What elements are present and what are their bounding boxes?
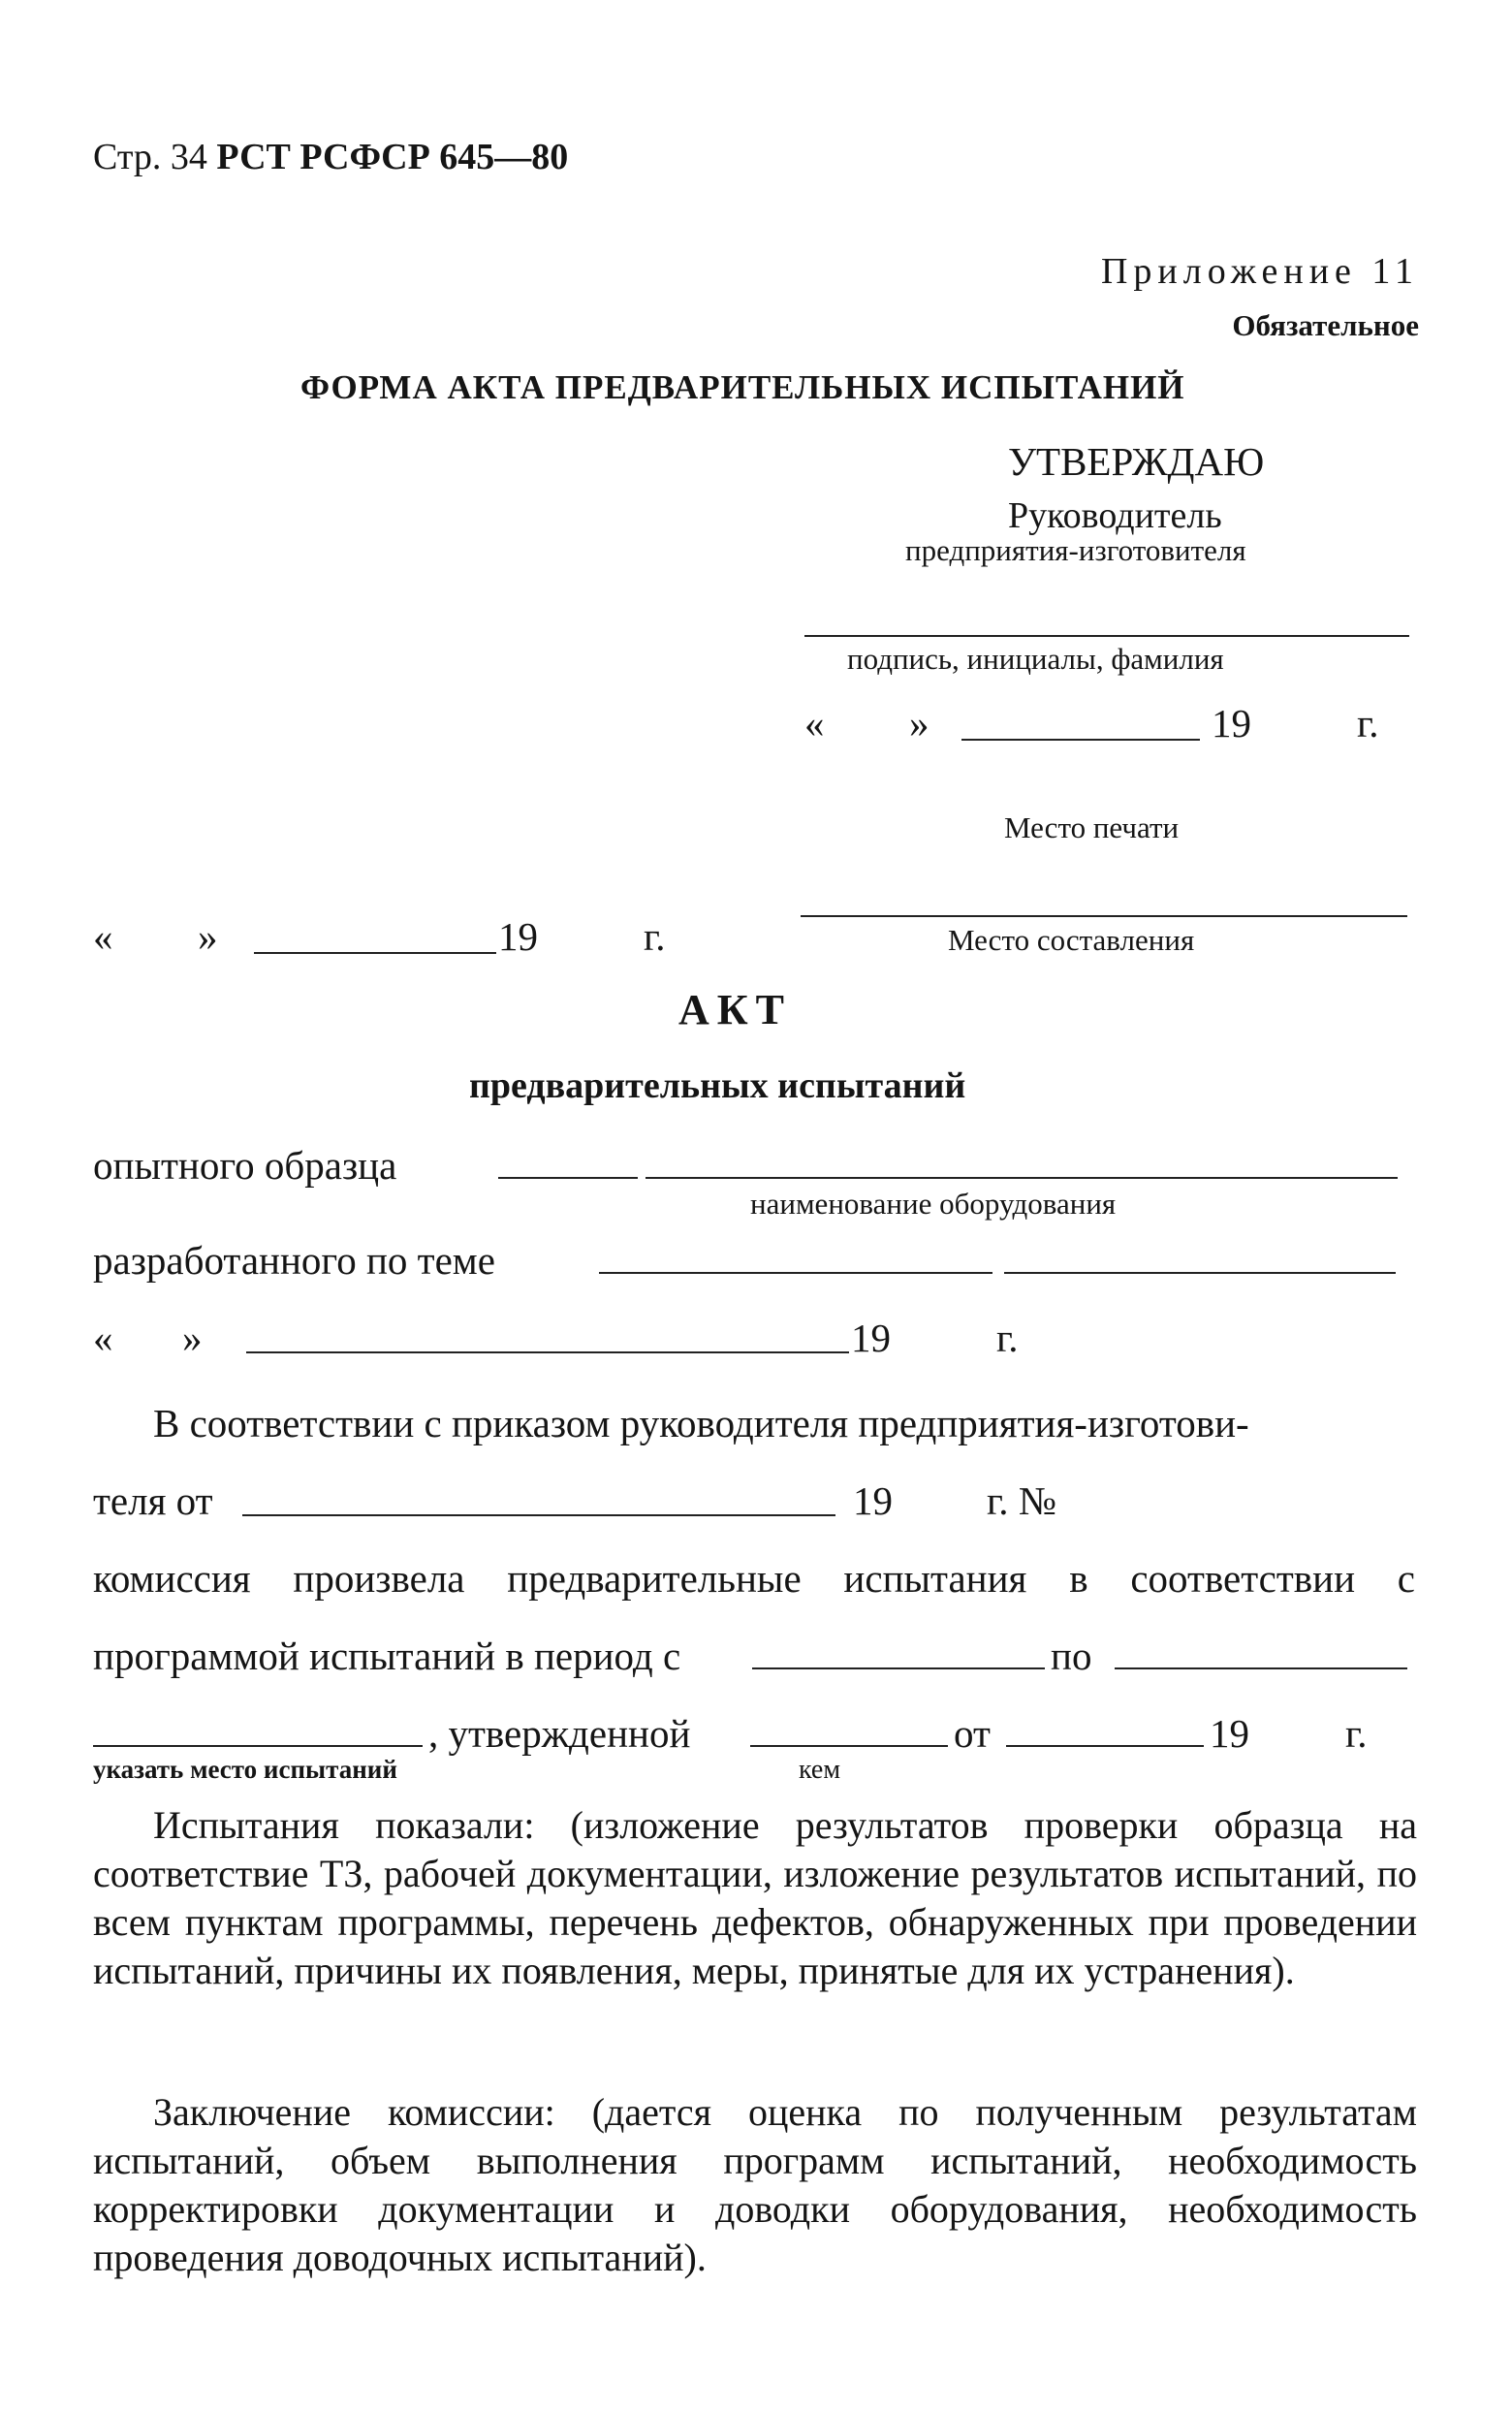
place-date-suffix: г. — [644, 914, 666, 959]
equipment-caption: наименование оборудования — [750, 1187, 1117, 1221]
act-subtitle: предварительных испытаний — [469, 1065, 966, 1106]
order-date-line — [242, 1514, 835, 1516]
order-number-suffix: г. № — [987, 1478, 1056, 1523]
approver-role-line1: Руководитель — [1008, 495, 1222, 536]
seal-place: Место печати — [1004, 810, 1180, 844]
place-date-open-quote: « — [93, 914, 113, 959]
topic-label: разработанного по теме — [93, 1238, 495, 1283]
topic-line-a — [599, 1272, 992, 1274]
approval-date-open-quote: « — [804, 701, 825, 746]
signature-caption: подпись, инициалы, фамилия — [847, 642, 1224, 676]
appendix-status: Обязательное — [1232, 308, 1419, 342]
approved-from-label: от — [954, 1711, 991, 1756]
results-text: Испытания показали: (изложение результатов проверки образца на соответствие ТЗ, рабочей документации, изложение результатов испытаний, по всем пунктам программы, перечень дефектов, обнаруженных при проведении испытаний, причины их появления, меры, принятые для их устранения). — [93, 1803, 1417, 1992]
period-prefix: программой испытаний в период с — [93, 1634, 681, 1678]
topic-date-open-quote: « — [93, 1316, 113, 1360]
approval-date-month-line — [961, 739, 1200, 741]
period-to: по — [1051, 1634, 1092, 1678]
signature-line — [804, 635, 1409, 637]
results-paragraph — [93, 1801, 1417, 1995]
period-from-line — [752, 1667, 1045, 1669]
page-header — [93, 136, 568, 178]
commission-line: комиссия произвела предварительные испытания в соответствии с — [93, 1556, 1415, 1601]
approved-date-suffix: г. — [1345, 1711, 1368, 1756]
approver-role-line2: предприятия-изготовителя — [905, 533, 1246, 567]
approved-date-line — [1006, 1745, 1204, 1747]
standard-code: РСТ РСФСР 645—80 — [216, 137, 569, 177]
topic-date-year: 19 — [851, 1316, 891, 1360]
prototype-line-b — [646, 1177, 1398, 1179]
topic-line-b — [1004, 1272, 1396, 1274]
place-date-month-line — [254, 952, 496, 954]
approved-date-year: 19 — [1210, 1711, 1249, 1756]
order-date-year: 19 — [853, 1478, 893, 1523]
prototype-line-a — [498, 1177, 638, 1179]
act-title: АКТ — [678, 986, 793, 1033]
page-number: Стр. 34 — [93, 137, 207, 177]
place-date-year: 19 — [498, 914, 538, 959]
appendix-label: Приложение 11 — [1100, 251, 1419, 292]
form-title: ФОРМА АКТА ПРЕДВАРИТЕЛЬНЫХ ИСПЫТАНИЙ — [300, 368, 1185, 406]
approval-date-close-quote: » — [909, 701, 929, 746]
approved-by-caption: кем — [799, 1755, 841, 1785]
test-place-caption: указать место испытаний — [93, 1755, 397, 1784]
approval-date-suffix: г. — [1357, 701, 1379, 746]
approval-date-year: 19 — [1212, 701, 1251, 746]
order-date-prefix: теля от — [93, 1478, 213, 1523]
test-place-line — [93, 1745, 423, 1747]
period-to-line — [1115, 1667, 1407, 1669]
prototype-label: опытного образца — [93, 1143, 397, 1188]
place-date-close-quote: » — [198, 914, 218, 959]
conclusion-paragraph — [93, 2088, 1417, 2282]
place-line — [801, 915, 1407, 917]
conclusion-text: Заключение комиссии: (дается оценка по полученным результатам испытаний, объем выполнения программ испытаний, необходимость корректировки документации и доводки оборудования, необходимость проведения доводочных испытаний). — [93, 2090, 1417, 2279]
topic-date-suffix: г. — [996, 1316, 1019, 1360]
approved-by-line — [750, 1745, 948, 1747]
order-line: В соответствии с приказом руководителя предприятия-изготови- — [153, 1401, 1249, 1445]
approved-by-label: , утвержденной — [428, 1711, 691, 1756]
place-caption: Место составления — [948, 923, 1195, 957]
approve-heading: УТВЕРЖДАЮ — [1008, 439, 1265, 484]
topic-date-line — [246, 1351, 849, 1353]
topic-date-close-quote: » — [182, 1316, 203, 1360]
